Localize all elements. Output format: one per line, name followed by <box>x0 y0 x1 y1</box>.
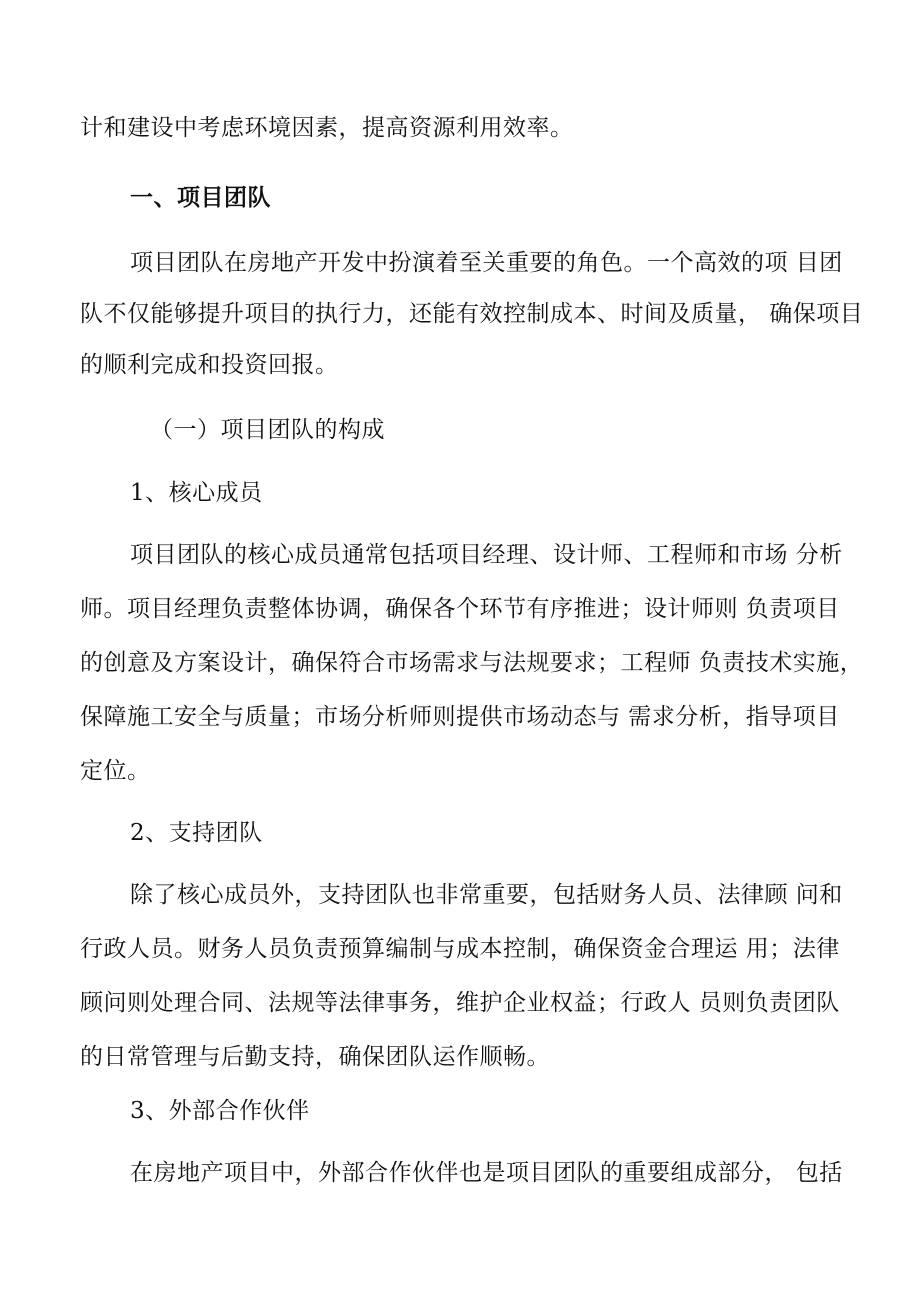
paragraph-line: 的顺利完成和投资回报。 <box>80 352 339 378</box>
paragraph-line: 项目团队在房地产开发中扮演着至关重要的角色。一个高效的项 目团 <box>130 250 843 276</box>
paragraph-line: 顾问则处理合同、法规等法律事务，维护企业权益；行政人 员则负责团队 <box>80 990 840 1016</box>
item-heading: 3、外部合作伙伴 <box>130 1098 310 1124</box>
paragraph-line: 计和建设中考虑环境因素，提高资源利用效率。 <box>80 115 574 141</box>
paragraph-line: 项目团队的核心成员通常包括项目经理、设计师、工程师和市场 分析 <box>130 542 843 568</box>
paragraph-line: 定位。 <box>80 758 151 784</box>
paragraph-line: 的日常管理与后勤支持，确保团队运作顺畅。 <box>80 1044 550 1070</box>
subsection-heading: （一）项目团队的构成 <box>150 417 385 443</box>
paragraph-line: 除了核心成员外，支持团队也非常重要，包括财务人员、法律顾 问和 <box>130 882 843 908</box>
paragraph-line: 队不仅能够提升项目的执行力，还能有效控制成本、时间及质量， 确保项目 <box>80 301 864 327</box>
item-heading: 2、支持团队 <box>130 820 263 846</box>
paragraph-line: 师。项目经理负责整体协调，确保各个环节有序推进；设计师则 负责项目 <box>80 596 840 622</box>
section-heading: 一、项目团队 <box>130 184 271 211</box>
paragraph-line: 的创意及方案设计，确保符合市场需求与法规要求；工程师 负责技术实施， <box>80 650 864 676</box>
paragraph-line: 在房地产项目中，外部合作伙伴也是项目团队的重要组成部分， 包括 <box>130 1160 843 1186</box>
paragraph-line: 保障施工安全与质量；市场分析师则提供市场动态与 需求分析，指导项目 <box>80 704 840 730</box>
item-heading: 1、核心成员 <box>130 480 263 506</box>
paragraph-line: 行政人员。财务人员负责预算编制与成本控制，确保资金合理运 用；法律 <box>80 936 840 962</box>
